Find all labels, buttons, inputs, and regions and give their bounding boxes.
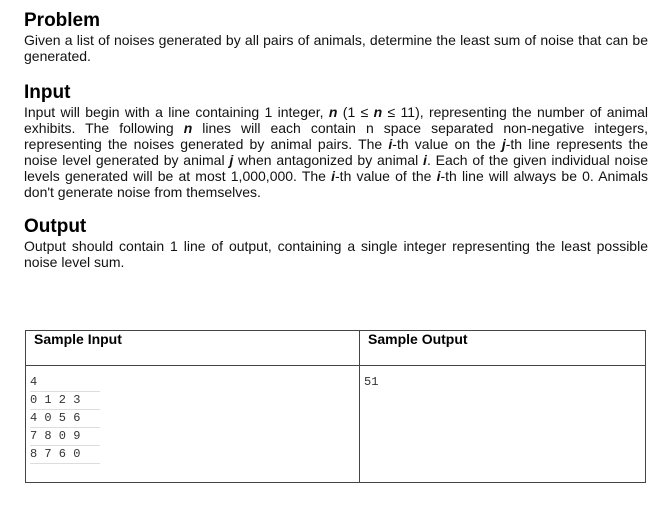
- sample-input-line: 4: [30, 374, 100, 392]
- sample-output-cell: [360, 366, 646, 483]
- output-text: Output should contain 1 line of output, containing a single integer representing the least possible noise level sum.: [24, 238, 648, 270]
- sample-input-cell: [26, 366, 360, 483]
- sample-input-line: 8 7 6 0: [30, 446, 100, 464]
- problem-text: Given a list of noises generated by all pairs of animals, determine the least sum of noise that can be generated.: [24, 32, 648, 64]
- problem-statement: [24, 10, 648, 270]
- input-text: Input will begin with a line containing 1 integer, n (1 ≤ n ≤ 11), representing the number of animal exhibits. The following n lines will each contain n space separated non-negative integers, representing the noises generated by animal pairs. The i-th value on the j-th line represents the noise level generated by animal j when antagonized by animal i. Each of the given individual noise levels generated will be at most 1,000,000. The i-th value of the i-th line will always be 0. Animals don't generate noise from themselves.: [24, 104, 649, 200]
- sample-output-header: Sample Output: [360, 331, 646, 366]
- sample-input-header: Sample Input: [26, 331, 360, 366]
- input-heading: Input: [24, 82, 71, 103]
- output-heading: Output: [24, 216, 87, 237]
- problem-heading: Problem: [24, 10, 101, 31]
- sample-input-line: 7 8 0 9: [30, 428, 100, 446]
- sample-table: [25, 330, 646, 483]
- sample-input-line: 4 0 5 6: [30, 410, 100, 428]
- sample-input-line: 0 1 2 3: [30, 392, 100, 410]
- sample-output-line: 51: [364, 375, 379, 389]
